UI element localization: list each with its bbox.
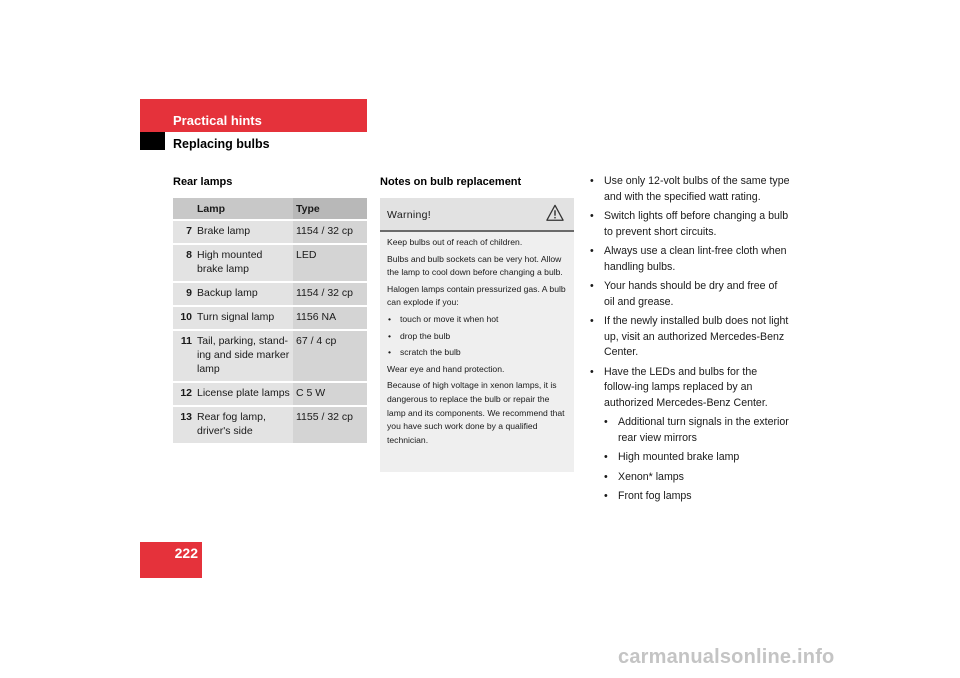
warning-triangle-icon: [546, 204, 564, 222]
table-header-row: [173, 198, 367, 220]
page-number-box: [140, 542, 202, 578]
notes-list: [590, 174, 790, 509]
row-type: 67 / 4 cp: [293, 330, 367, 382]
warning-text: Wear eye and hand protection.: [387, 363, 505, 374]
warning-box: [380, 198, 574, 472]
row-lamp: Rear fog lamp, driver's side: [194, 406, 293, 443]
sub-list-item: • Xenon* lamps: [604, 470, 790, 486]
list-item: • Switch lights off before changing a bulb to prevent short circuits.: [590, 209, 790, 240]
row-lamp: Backup lamp: [194, 282, 293, 306]
row-lamp: Turn signal lamp: [194, 306, 293, 330]
warning-bullet: • drop the bulb: [387, 330, 567, 344]
warning-header: [380, 198, 574, 232]
rear-lamps-heading: Rear lamps: [173, 176, 233, 188]
subsection-title: Replacing bulbs: [173, 137, 270, 151]
list-item: • Always use a clean lint-free cloth when handling bulbs.: [590, 244, 790, 275]
warning-text: Keep bulbs out of reach of children.: [387, 237, 523, 247]
warning-bullet: • touch or move it when hot: [387, 313, 567, 327]
rear-lamps-table: [173, 198, 367, 443]
row-number: 8: [173, 244, 194, 282]
section-title: Practical hints: [173, 113, 262, 128]
sub-list-item: • High mounted brake lamp: [604, 450, 790, 466]
row-lamp: License plate lamps: [194, 382, 293, 406]
warning-bullet-list: [387, 313, 567, 360]
list-item: • Your hands should be dry and free of oil and grease.: [590, 279, 790, 310]
row-type: 1154 / 32 cp: [293, 220, 367, 244]
row-type: 1156 NA: [293, 306, 367, 330]
warning-text: Because of high voltage in xenon lamps, it is dangerous to replace the bulb or repair the lamp and its components. We recommend that you have such work done by a qualified technician.: [387, 380, 565, 445]
table-row: [173, 282, 367, 306]
row-number: 7: [173, 220, 194, 244]
list-item-text: Have the LEDs and bulbs for the follow-ing lamps replaced by an authorized Mercedes-Benz Center.: [604, 365, 768, 409]
warning-text: Bulbs and bulb sockets can be very hot. Allow the lamp to cool down before changing a bulb.: [387, 253, 563, 278]
warning-text: Halogen lamps contain pressurized gas. A bulb can explode if you:: [387, 283, 566, 308]
list-item: [590, 365, 790, 505]
row-number: 12: [173, 382, 194, 406]
sub-list-item: • Front fog lamps: [604, 489, 790, 505]
warning-body: [380, 232, 574, 447]
sub-list-item: • Additional turn signals in the exterior rear view mirrors: [604, 415, 790, 446]
table-header-num: [173, 198, 194, 220]
row-lamp: Brake lamp: [194, 220, 293, 244]
row-number: 13: [173, 406, 194, 443]
table-header-type: Type: [293, 198, 367, 220]
page-number: 222: [174, 545, 198, 561]
row-type: 1154 / 32 cp: [293, 282, 367, 306]
warning-title: Warning!: [387, 209, 432, 221]
table-row: [173, 406, 367, 443]
row-number: 11: [173, 330, 194, 382]
sub-list: [604, 415, 790, 505]
table-row: [173, 330, 367, 382]
table-row: [173, 244, 367, 282]
row-type: LED: [293, 244, 367, 282]
row-lamp: High mounted brake lamp: [194, 244, 293, 282]
notes-heading: Notes on bulb replacement: [380, 176, 522, 188]
subsection-marker: [140, 132, 165, 150]
table-row: [173, 220, 367, 244]
row-lamp: Tail, parking, stand-ing and side marker lamp: [194, 330, 293, 382]
row-number: 9: [173, 282, 194, 306]
list-item: • If the newly installed bulb does not light up, visit an authorized Mercedes-Benz Center.: [590, 314, 790, 361]
row-number: 10: [173, 306, 194, 330]
watermark: carmanualsonline.info: [618, 646, 835, 668]
row-type: C 5 W: [293, 382, 367, 406]
table-row: [173, 382, 367, 406]
warning-bullet: • scratch the bulb: [387, 346, 567, 360]
row-type: 1155 / 32 cp: [293, 406, 367, 443]
list-item: • Use only 12-volt bulbs of the same type and with the specified watt rating.: [590, 174, 790, 205]
table-header-lamp: Lamp: [194, 198, 293, 220]
table-row: [173, 306, 367, 330]
